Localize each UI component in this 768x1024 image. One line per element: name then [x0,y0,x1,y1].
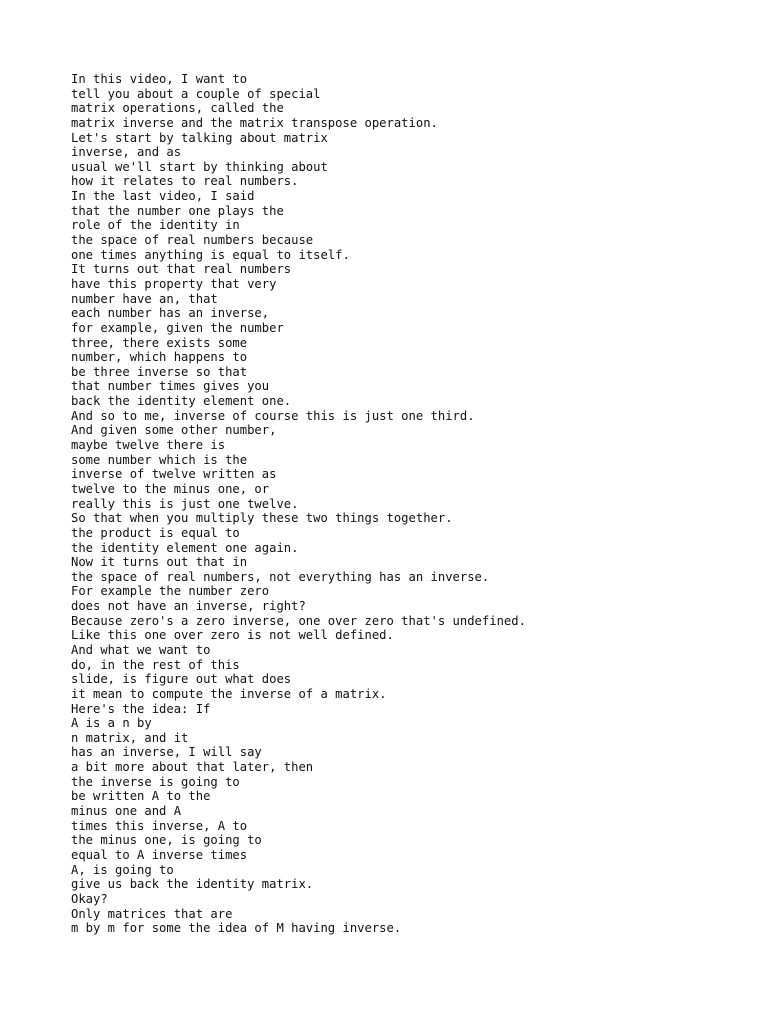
transcript-line: some number which is the [71,452,248,467]
transcript-line: n matrix, and it [71,730,189,745]
transcript-line: And what we want to [71,642,211,657]
transcript-line: minus one and A [71,804,182,819]
transcript-line: back the identity element one. [71,394,292,409]
transcript-line: Let's start by talking about matrix [71,130,328,145]
transcript-line: matrix inverse and the matrix transpose operation. [71,115,438,130]
transcript-line: Okay? [71,891,108,906]
transcript-line: that number times gives you [71,379,270,394]
transcript-line: It turns out that real numbers [71,262,292,277]
transcript-line: And given some other number, [71,423,277,438]
transcript-line: the product is equal to [71,525,240,540]
transcript-line: For example the number zero [71,584,270,599]
transcript-line: how it relates to real numbers. [71,174,299,189]
transcript-line: the space of real numbers, not everything has an inverse. [71,569,490,584]
transcript-line: tell you about a couple of special [71,86,321,101]
transcript-line: the inverse is going to [71,774,240,789]
transcript-line: Only matrices that are [71,906,233,921]
transcript-line: usual we'll start by thinking about [71,159,328,174]
transcript-line: matrix operations, called the [71,101,284,116]
transcript-line: do, in the rest of this [71,657,240,672]
transcript-line: the minus one, is going to [71,833,262,848]
transcript-line: twelve to the minus one, or [71,481,270,496]
transcript-line: A is a n by [71,716,152,731]
transcript-line: inverse, and as [71,145,182,160]
transcript-line: be written A to the [71,789,211,804]
transcript-line: really this is just one twelve. [71,496,299,511]
transcript-line: has an inverse, I will say [71,745,262,760]
transcript-line: Now it turns out that in [71,555,248,570]
transcript-line: three, there exists some [71,335,248,350]
transcript-line: the identity element one again. [71,540,299,555]
transcript-line: inverse of twelve written as [71,467,277,482]
transcript-line: slide, is figure out what does [71,672,292,687]
transcript-line: each number has an inverse, [71,306,270,321]
transcript-line: Like this one over zero is not well defined. [71,628,394,643]
transcript-line: one times anything is equal to itself. [71,247,350,262]
transcript-line: have this property that very [71,276,277,291]
transcript-line: the space of real numbers because [71,233,314,248]
transcript-line: equal to A inverse times [71,847,248,862]
transcript-line: maybe twelve there is [71,438,226,453]
transcript-line: In the last video, I said [71,189,255,204]
transcript-line: In this video, I want to [71,72,248,86]
transcript-line: role of the identity in [71,218,240,233]
transcript-line: Because zero's a zero inverse, one over zero that's undefined. [71,613,526,628]
transcript-text [71,72,751,936]
transcript-line: it mean to compute the inverse of a matrix. [71,686,387,701]
transcript-line: So that when you multiply these two things together. [71,511,453,526]
transcript-line: Here's the idea: If [71,701,211,716]
transcript-line: a bit more about that later, then [71,760,314,775]
transcript-line: be three inverse so that [71,364,248,379]
transcript-line: does not have an inverse, right? [71,599,306,614]
transcript-line: for example, given the number [71,320,284,335]
transcript-line: A, is going to [71,862,174,877]
transcript-line: that the number one plays the [71,203,284,218]
transcript-line: m by m for some the idea of M having inverse. [71,921,402,936]
transcript-line: give us back the identity matrix. [71,877,314,892]
transcript-line: times this inverse, A to [71,818,248,833]
transcript-line: And so to me, inverse of course this is just one third. [71,408,475,423]
transcript-line: number, which happens to [71,350,248,365]
transcript-line: number have an, that [71,291,218,306]
